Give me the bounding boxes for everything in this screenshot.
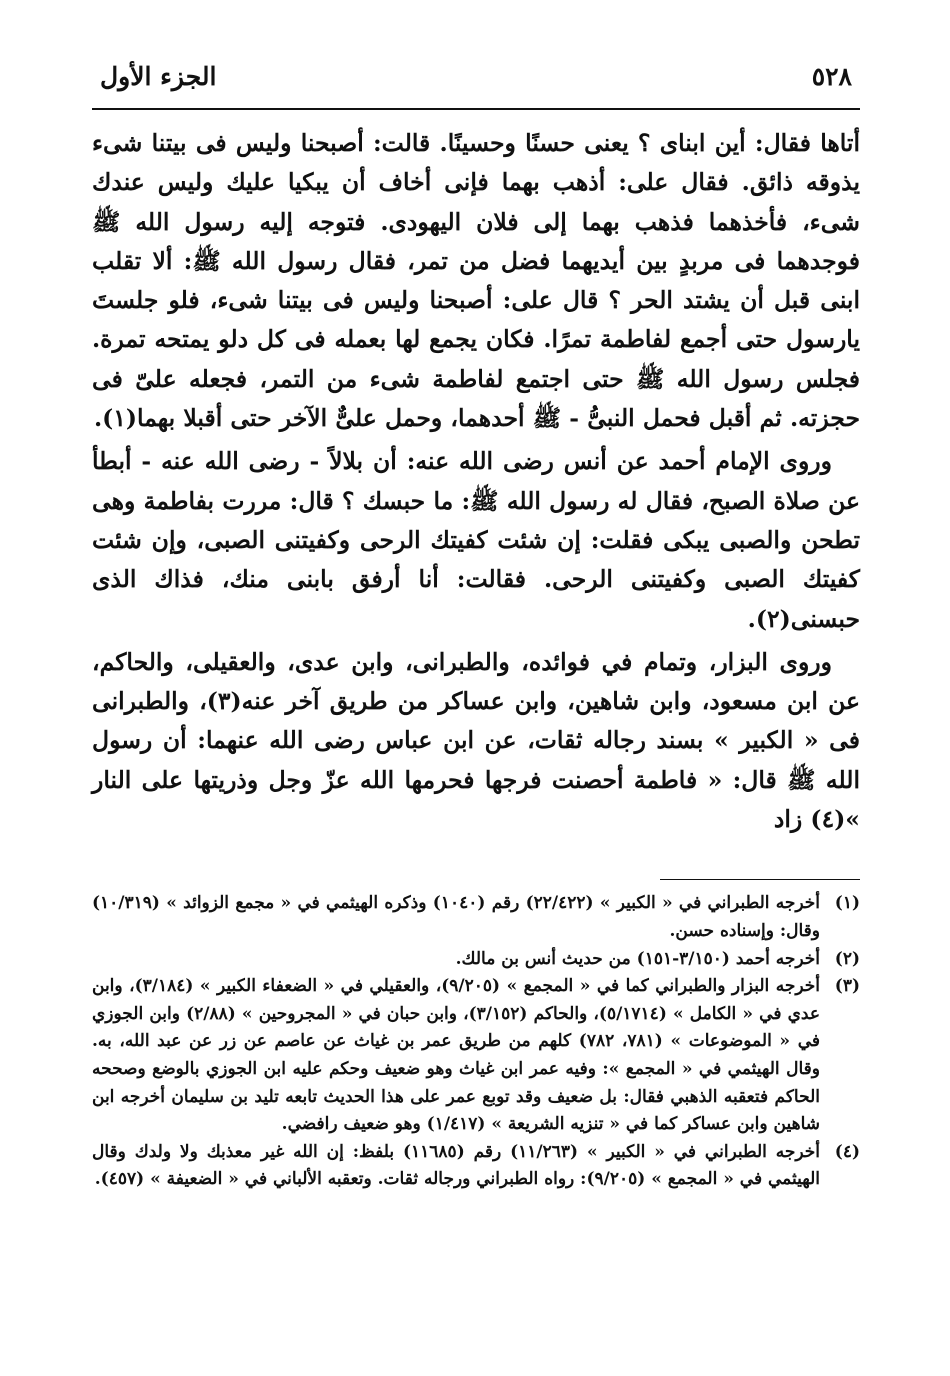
paragraph-3: وروى البزار، وتمام في فوائده، والطبرانى، وابن عدى، والعقيلى، والحاكم، عن ابن مسعود، وابن شاهين، وابن عساكر من طريق آخر عنه(٣)، والطبرانى فى « الكبير » بسند رجاله ثقات، عن ابن عباس رضى الله عنهما: أن رسول الله ﷺ قال: « فاطمة أحصنت فرجها فحرمها الله عزّ وجل وذريتها على النار »(٤) زاد bbox=[92, 647, 860, 834]
footnote-text: أخرجه الطبراني في « الكبير » (٢٢/٤٢٢) رقم (١٠٤٠) وذكره الهيثمي في « مجمع الزوائد » (١٠/٣١٩) وقال: وإسناده حسن. bbox=[92, 893, 820, 941]
footnote-2 bbox=[92, 946, 860, 974]
book-page bbox=[92, 62, 860, 1322]
footnote-text: أخرجه البزار والطبراني كما في « المجمع » (٩/٢٠٥)، والعقيلي في « الضعفاء الكبير » (٣/١٨٤)، وابن عدي في « الكامل » (٥/١٧١٤)، والحاكم (٣/١٥٢)، وابن حبان في « المجروحين » (٢/٨٨) وابن الجوزي في « الموضوعات » (٧٨١، ٧٨٢) كلهم من طريق عمر بن غياث عن عاصم عن زر عن عبد الله، به. وقال الهيثمي في « المجمع »: وفيه عمر ابن غياث وهو ضعيف وحكم عليه ابن الجوزي بالوضع وصححه الحاكم فتعقبه الذهبي فقال: بل ضعيف وقد توبع عمر على هذا الحديث تابعه تليد بن سليمان أخرجه ابن شاهين وابن عساكر كما في « تنزيه الشريعة » (١/٤١٧) وهو ضعيف رافضي. bbox=[92, 976, 820, 1135]
main-text bbox=[92, 124, 860, 839]
footnote-text: أخرجه أحمد (٣/١٥٠-١٥١) من حديث أنس بن مالك. bbox=[455, 948, 820, 969]
footnote-1 bbox=[92, 890, 860, 945]
footnote-number: (٣) bbox=[834, 976, 860, 997]
footnote-text: أخرجه الطبراني في « الكبير » (١١/٢٦٣) رقم (١١٦٨٥) بلفظ: إن الله غير معذبك ولا ولدك وقال الهيثمي في « المجمع » (٩/٢٠٥): رواه الطبراني ورجاله ثقات. وتعقبه الألباني في « الضعيفة » (٤٥٧). bbox=[92, 1141, 821, 1190]
header-rule bbox=[92, 108, 860, 110]
paragraph-2: وروى الإمام أحمد عن أنس رضى الله عنه: أن بلالاً - رضى الله عنه - أبطأ عن صلاة الصبح، فقال له رسول الله ﷺ: ما حبسك ؟ قال: مررت بفاطمة وهى تطحن والصبى يبكى فقلت: إن شئت كفيتك الرحى وكفيتنى الصبى، وإن شئت كفيتك الصبى وكفيتنى الرحى. فقالت: أنا أرفق بابنى منك، فذاك الذى حبسنى(٢). bbox=[92, 447, 860, 633]
footnote-separator bbox=[660, 879, 860, 880]
footnote-number: (١) bbox=[834, 893, 860, 914]
paragraph-1: أتاها فقال: أين ابناى ؟ يعنى حسنًا وحسينًا. قالت: أصبحنا وليس فى بيتنا شىء يذوقه ذائق. فقال على: أذهب بهما فإنى أخاف أن يبكيا عليك وليس عندك شىء، فأخذهما فذهب بهما إلى فلان اليهودى. فتوجه إليه رسول الله ﷺ فوجدهما فى مربدٍ بين أيديهما فضل من تمر، فقال رسول الله ﷺ: ألا تقلب ابنى قبل أن يشتد الحر ؟ قال على: أصبحنا وليس فى بيتنا شىء، فلو جلستَ يارسول حتى أجمع لفاطمة تمرًا. فكان يجمع لها بعمله فى كل دلو يمتحه تمرة. فجلس رسول الله ﷺ حتى اجتمع لفاطمة شىء من التمر، فجعله علىّ فى حجزته. ثم أقبل فحمل النبىُّ - ﷺ أحدهما، وحمل علىٌّ الآخر حتى أقبلا بهما(١). bbox=[92, 129, 860, 433]
part-title: الجزء الأول bbox=[100, 62, 217, 91]
footnote-number: (٤) bbox=[834, 1141, 860, 1162]
footnote-4 bbox=[92, 1139, 860, 1194]
running-header bbox=[92, 62, 860, 108]
footnote-3 bbox=[92, 973, 860, 1139]
footnotes bbox=[92, 890, 860, 1194]
page-number: ٥٢٨ bbox=[811, 62, 852, 91]
footnote-number: (٢) bbox=[834, 948, 860, 969]
